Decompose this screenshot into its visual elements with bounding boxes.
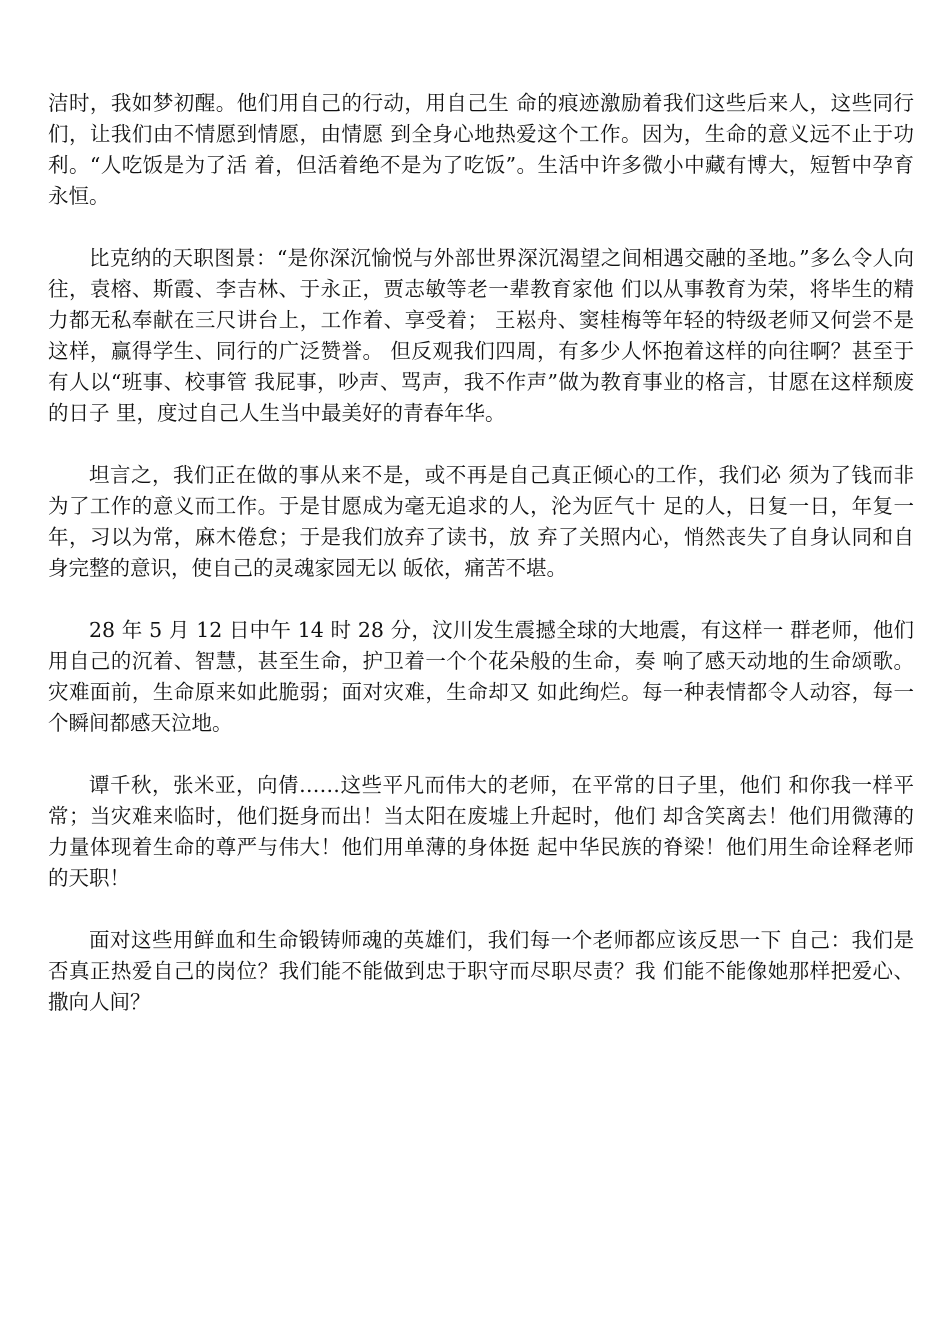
- paragraph-frankly: 坦言之，我们正在做的事从来不是，或不再是自己真正倾心的工作，我们必 须为了钱而非为了工作的意义而工作。于是甘愿成为毫无追求的人，沦为匠气十 足的人，日复一日，年复一年，习以为常，麻木倦怠；于是我们放弃了读书，放 弃了关照内心，悄然丧失了自身认同和自身完整的意识，使自己的灵魂家园无以 皈依，痛苦不堪。: [48, 463, 914, 580]
- paragraph-heroes: 谭千秋，张米亚，向倩……这些平凡而伟大的老师，在平常的日子里，他们 和你我一样平常；当灾难来临时，他们挺身而出！当太阳在废墟上升起时，他们 却含笑离去！他们用微薄的力量体现着生命的尊严与伟大！他们用单薄的身体挺 起中华民族的脊梁！他们用生命诠释老师的天职！: [48, 773, 914, 890]
- paragraph-earthquake: 28 年 5 月 12 日中午 14 时 28 分，汶川发生震撼全球的大地震，有这样一 群老师，他们用自己的沉着、智慧，甚至生命，护卫着一个个花朵般的生命，奏 响了感天动地的生命颂歌。灾难面前，生命原来如此脆弱；面对灾难，生命却又 如此绚烂。每一种表情都令人动容，每一个瞬间都感天泣地。: [48, 618, 914, 735]
- paragraph-continuation: 洁时，我如梦初醒。他们用自己的行动，用自己生 命的痕迹激励着我们这些后来人，这些同行们，让我们由不情愿到情愿，由情愿 到全身心地热爱这个工作。因为，生命的意义远不止于功利。“人吃饭是为了活 着，但活着绝不是为了吃饭”。生活中许多微小中藏有博大，短暂中孕育永恒。: [48, 91, 914, 208]
- document-body: [48, 88, 914, 1018]
- paragraph-calling-vision: 比克纳的天职图景：“是你深沉愉悦与外部世界深沉渴望之间相遇交融的圣地。”多么令人向往，袁榕、斯霞、李吉林、于永正，贾志敏等老一辈教育家他 们以从事教育为荣，将毕生的精力都无私奉献在三尺讲台上，工作着、享受着； 王崧舟、窦桂梅等年轻的特级老师又何尝不是这样，赢得学生、同行的广泛赞誉。 但反观我们四周，有多少人怀抱着这样的向往啊？甚至于有人以“班事、校事管 我屁事，吵声、骂声，我不作声”做为教育事业的格言，甘愿在这样颓废的日子 里，度过自己人生当中最美好的青春年华。: [48, 246, 914, 425]
- paragraph-reflection: 面对这些用鲜血和生命锻铸师魂的英雄们，我们每一个老师都应该反思一下 自己：我们是否真正热爱自己的岗位？我们能不能做到忠于职守而尽职尽责？我 们能不能像她那样把爱心、撒向人间？: [48, 928, 914, 1014]
